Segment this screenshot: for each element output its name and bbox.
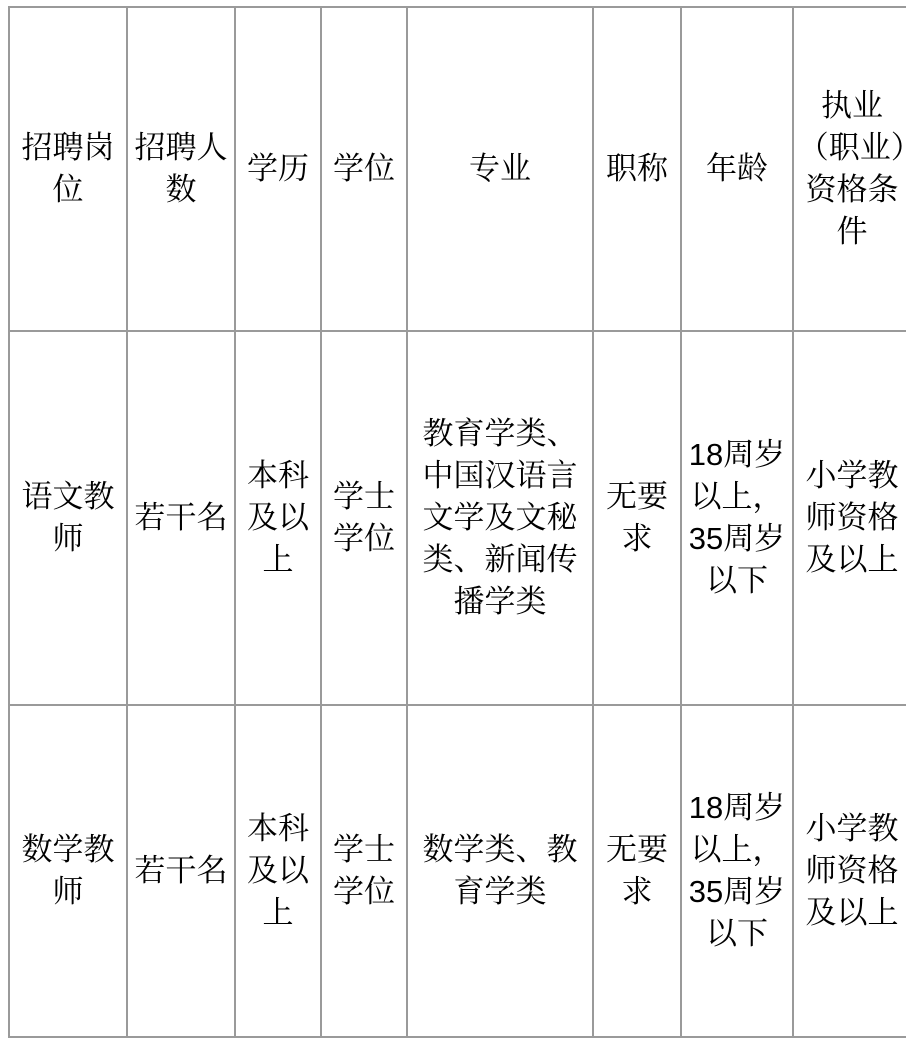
column-header-professional-title: 职称 xyxy=(593,7,681,331)
cell-professional-title: 无要求 xyxy=(593,705,681,1037)
cell-degree: 学士学位 xyxy=(321,331,407,705)
cell-certificate: 小学教师资格及以上 xyxy=(793,331,906,705)
column-header-position: 招聘岗位 xyxy=(9,7,127,331)
cell-degree: 学士学位 xyxy=(321,705,407,1037)
cell-certificate: 小学教师资格及以上 xyxy=(793,705,906,1037)
table-row xyxy=(9,705,906,1037)
cell-professional-title: 无要求 xyxy=(593,331,681,705)
column-header-degree: 学位 xyxy=(321,7,407,331)
cell-position: 数学教师 xyxy=(9,705,127,1037)
recruitment-requirements-table xyxy=(8,6,906,1038)
column-header-education: 学历 xyxy=(235,7,321,331)
cell-count: 若干名 xyxy=(127,331,235,705)
cell-major: 数学类、教育学类 xyxy=(407,705,593,1037)
column-header-certificate: 执业（职业）资格条件 xyxy=(793,7,906,331)
cell-position: 语文教师 xyxy=(9,331,127,705)
cell-count: 若干名 xyxy=(127,705,235,1037)
cell-age: 18周岁以上，35周岁以下 xyxy=(681,705,793,1037)
table-row xyxy=(9,331,906,705)
cell-education: 本科及以上 xyxy=(235,331,321,705)
column-header-count: 招聘人数 xyxy=(127,7,235,331)
table-header-row xyxy=(9,7,906,331)
table-body xyxy=(9,331,906,1037)
cell-major: 教育学类、中国汉语言文学及文秘类、新闻传播学类 xyxy=(407,331,593,705)
column-header-age: 年龄 xyxy=(681,7,793,331)
column-header-major: 专业 xyxy=(407,7,593,331)
cell-education: 本科及以上 xyxy=(235,705,321,1037)
cell-age: 18周岁以上，35周岁以下 xyxy=(681,331,793,705)
table-header xyxy=(9,7,906,331)
